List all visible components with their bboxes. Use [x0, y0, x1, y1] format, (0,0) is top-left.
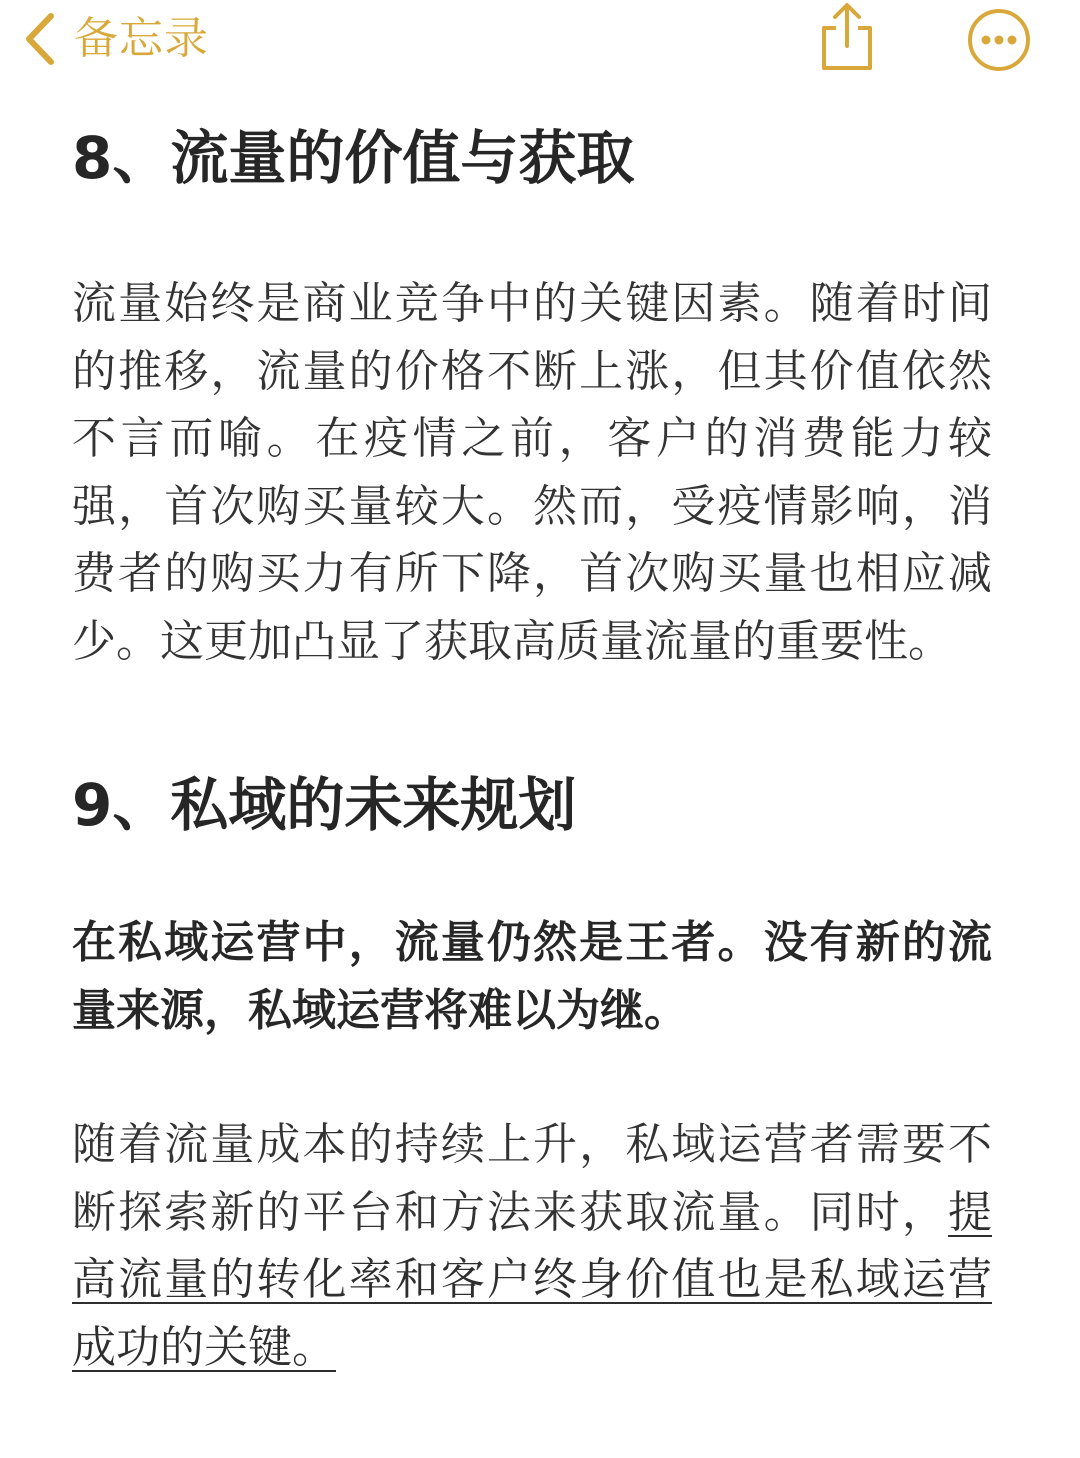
back-label: 备忘录 — [74, 13, 209, 64]
section-9-body — [72, 1111, 992, 1381]
share-icon — [814, 2, 880, 72]
chevron-left-icon — [22, 11, 56, 67]
section-9-underlined-text: 提高流量的转化率和客户终身价值也是私域运营成功的关键。 — [72, 1186, 992, 1373]
more-icon — [966, 7, 1032, 73]
note-content[interactable] — [72, 110, 992, 1381]
section-9-body-lead: 随着流量成本的持续上升，私域运营者需要不断探索新的平台和方法来获取流量。同时， — [72, 1119, 992, 1238]
section-9-bold-body: 在私域运营中，流量仍然是王者。没有新的流量来源，私域运营将难以为继。 — [72, 917, 992, 1036]
more-options-button[interactable] — [966, 7, 1032, 73]
section-heading-8: 8、流量的价值与获取 — [72, 124, 635, 192]
back-button[interactable] — [22, 8, 209, 70]
share-button[interactable] — [814, 2, 880, 72]
section-heading-9: 9、私域的未来规划 — [72, 771, 577, 839]
navigation-bar — [0, 0, 1080, 90]
section-8-body: 流量始终是商业竞争中的关键因素。随着时间的推移，流量的价格不断上涨，但其价值依然不言而喻。在疫情之前，客户的消费能力较强，首次购买量较大。然而，受疫情影响，消费者的购买力有所下降，首次购买量也相应减少。这更加凸显了获取高质量流量的重要性。 — [72, 278, 992, 667]
